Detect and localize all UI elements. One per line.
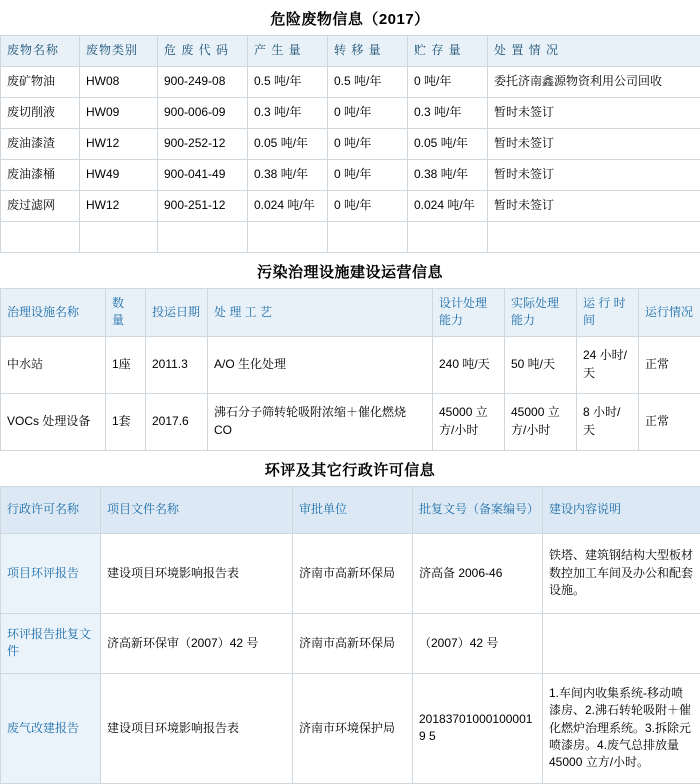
cell-disposal: 暂时未签订 [488,191,700,222]
cell-empty [408,222,488,253]
cell-transfer: 0 吨/年 [328,129,408,160]
cell-waste-name: 废油漆渣 [1,129,80,160]
cell-waste-category: HW49 [80,160,158,191]
hazardous-waste-table [0,35,700,253]
table-header-row [1,289,700,337]
table-row [1,393,700,450]
cell-quantity: 1套 [106,393,146,450]
cell-waste-name: 废过滤网 [1,191,80,222]
cell-transfer: 0 吨/年 [328,191,408,222]
section-title-permits: 环评及其它行政许可信息 [0,451,700,486]
cell-commission-date: 2017.6 [146,393,208,450]
cell-document-name: 建设项目环境影响报告表 [101,533,293,613]
cell-quantity: 1座 [106,336,146,393]
column-header: 产 生 量 [248,36,328,67]
cell-status: 正常 [639,336,700,393]
cell-empty [248,222,328,253]
table-header-row [1,486,700,533]
cell-storage: 0.38 吨/年 [408,160,488,191]
cell-content-description: 1.车间内收集系统-移动喷漆房、2.沸石转轮吸附＋催化燃炉治理系统。3.拆除元喷漆房。4.废气总排放量45000 立方/小时。 [543,673,700,783]
cell-disposal: 暂时未签订 [488,129,700,160]
cell-authority: 济南市高新环保局 [293,533,413,613]
cell-waste-code: 900-251-12 [158,191,248,222]
cell-design-capacity: 240 吨/天 [433,336,505,393]
cell-generation: 0.5 吨/年 [248,67,328,98]
cell-facility-name: 中水站 [1,336,106,393]
cell-document-name: 建设项目环境影响报告表 [101,673,293,783]
table-row [1,98,700,129]
cell-process: 沸石分子筛转轮吸附浓缩＋催化燃烧 CO [208,393,433,450]
cell-waste-code: 900-249-08 [158,67,248,98]
cell-generation: 0.38 吨/年 [248,160,328,191]
cell-disposal: 委托济南鑫源物资利用公司回收 [488,67,700,98]
cell-empty [158,222,248,253]
table-row [1,533,700,613]
cell-waste-category: HW09 [80,98,158,129]
cell-facility-name: VOCs 处理设备 [1,393,106,450]
cell-storage: 0.024 吨/年 [408,191,488,222]
cell-permit-name: 废气改建报告 [1,673,101,783]
column-header: 治理设施名称 [1,289,106,337]
column-header: 项目文件名称 [101,486,293,533]
section-title-hazardous-waste: 危险废物信息（2017） [0,0,700,35]
cell-storage: 0.05 吨/年 [408,129,488,160]
column-header: 设计处理能力 [433,289,505,337]
cell-waste-name: 废切削液 [1,98,80,129]
column-header: 审批单位 [293,486,413,533]
cell-waste-code: 900-252-12 [158,129,248,160]
cell-generation: 0.3 吨/年 [248,98,328,129]
cell-document-number: （2007）42 号 [413,613,543,673]
cell-runtime: 8 小时/天 [577,393,639,450]
cell-disposal: 暂时未签订 [488,160,700,191]
cell-transfer: 0 吨/年 [328,98,408,129]
cell-permit-name: 项目环评报告 [1,533,101,613]
column-header: 危 废 代 码 [158,36,248,67]
column-header: 实际处理能力 [505,289,577,337]
cell-generation: 0.024 吨/年 [248,191,328,222]
table-row [1,613,700,673]
table-row [1,673,700,783]
cell-waste-code: 900-041-49 [158,160,248,191]
cell-waste-category: HW12 [80,129,158,160]
cell-generation: 0.05 吨/年 [248,129,328,160]
column-header: 运行情况 [639,289,700,337]
table-header-row [1,36,700,67]
permits-table [0,486,700,784]
cell-status: 正常 [639,393,700,450]
cell-document-number: 201837010001000019 5 [413,673,543,783]
cell-process: A/O 生化处理 [208,336,433,393]
table-row [1,129,700,160]
cell-transfer: 0.5 吨/年 [328,67,408,98]
cell-content-description: 铁塔、建筑钢结构大型板材数控加工车间及办公和配套设施。 [543,533,700,613]
table-row [1,67,700,98]
column-header: 处 理 工 艺 [208,289,433,337]
table-row-empty [1,222,700,253]
column-header: 处 置 情 况 [488,36,700,67]
column-header: 贮 存 量 [408,36,488,67]
cell-empty [1,222,80,253]
cell-empty [80,222,158,253]
cell-waste-name: 废油漆桶 [1,160,80,191]
column-header: 运 行 时 间 [577,289,639,337]
cell-commission-date: 2011.3 [146,336,208,393]
table-row [1,336,700,393]
cell-document-name: 济高新环保审（2007）42 号 [101,613,293,673]
cell-content-description [543,613,700,673]
cell-transfer: 0 吨/年 [328,160,408,191]
cell-waste-category: HW12 [80,191,158,222]
cell-authority: 济南市环境保护局 [293,673,413,783]
cell-empty [488,222,700,253]
column-header: 废物名称 [1,36,80,67]
cell-authority: 济南市高新环保局 [293,613,413,673]
table-row [1,191,700,222]
cell-actual-capacity: 45000 立方/小时 [505,393,577,450]
cell-waste-name: 废矿物油 [1,67,80,98]
treatment-facility-table [0,288,700,451]
section-title-treatment-facility: 污染治理设施建设运营信息 [0,253,700,288]
column-header: 数 量 [106,289,146,337]
cell-disposal: 暂时未签订 [488,98,700,129]
cell-document-number: 济高备 2006-46 [413,533,543,613]
column-header: 投运日期 [146,289,208,337]
cell-actual-capacity: 50 吨/天 [505,336,577,393]
column-header: 行政许可名称 [1,486,101,533]
table-row [1,160,700,191]
cell-permit-name: 环评报告批复文件 [1,613,101,673]
column-header: 转 移 量 [328,36,408,67]
cell-waste-code: 900-006-09 [158,98,248,129]
cell-empty [328,222,408,253]
cell-waste-category: HW08 [80,67,158,98]
column-header: 废物类别 [80,36,158,67]
cell-design-capacity: 45000 立方/小时 [433,393,505,450]
column-header: 建设内容说明 [543,486,700,533]
column-header: 批复文号（备案编号） [413,486,543,533]
cell-runtime: 24 小时/天 [577,336,639,393]
cell-storage: 0.3 吨/年 [408,98,488,129]
cell-storage: 0 吨/年 [408,67,488,98]
